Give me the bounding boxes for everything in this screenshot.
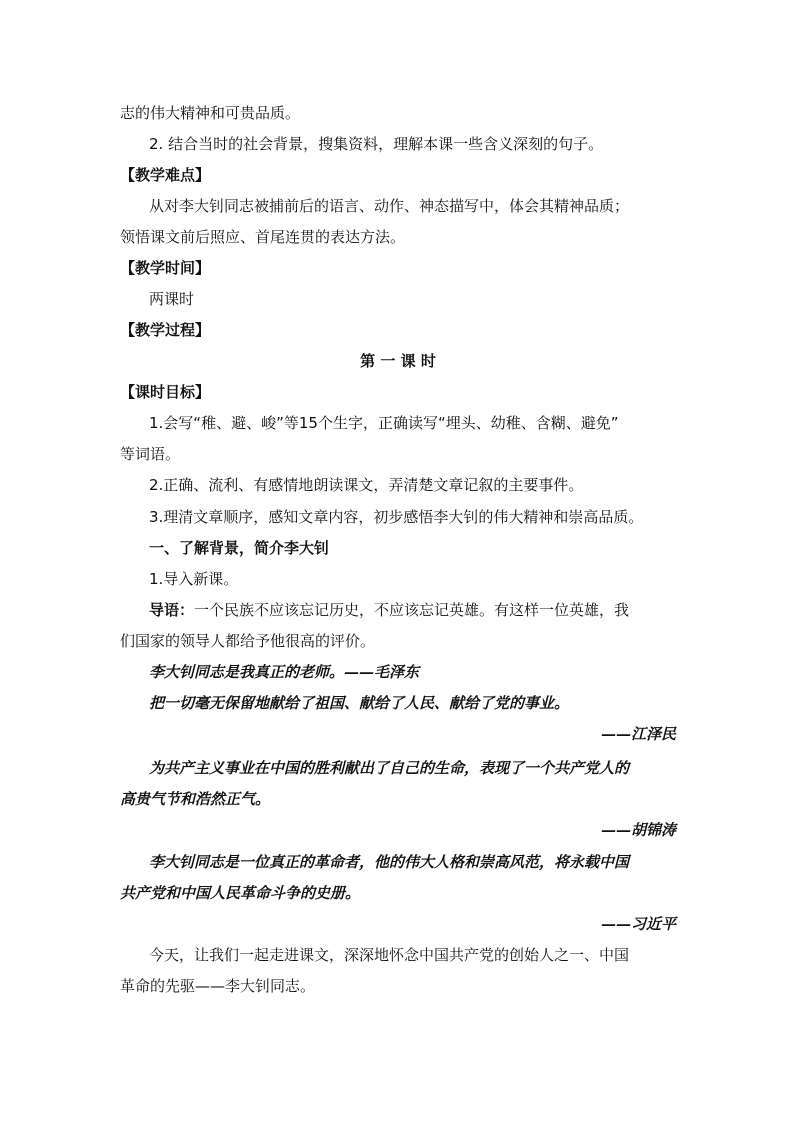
step-1: 1.导入新课。 [149, 570, 239, 588]
heading-process: 【教学过程】 [120, 321, 211, 339]
intro-line2: 们国家的领导人都给予他很高的评价。 [120, 632, 376, 650]
goal-1-line2: 等词语。 [120, 445, 181, 463]
lesson-title: 第 一 课 时 [360, 352, 436, 370]
closing-line2: 革命的先驱——李大钊同志。 [120, 977, 316, 995]
time-value: 两课时 [149, 290, 195, 308]
heading-difficulty: 【教学难点】 [120, 166, 211, 184]
quote-2: 把一切毫无保留地献给了祖国、献给了人民、献给了党的事业。 [149, 694, 570, 712]
objective-line1-end: 志的伟大精神和可贵品质。 [120, 104, 301, 122]
closing-line1: 今天，让我们一起走进课文，深深地怀念中国共产党的创始人之一、中国 [149, 946, 630, 964]
difficulty-line2: 领悟课文前后照应、首尾连贯的表达方法。 [120, 228, 406, 246]
goal-2: 2.正确、流利、有感情地朗读课文，弄清楚文章记叙的主要事件。 [149, 476, 584, 494]
intro-line1 [149, 600, 705, 620]
quote-2-author: ——江泽民 [600, 725, 676, 743]
intro-label: 导语： [149, 601, 195, 619]
section-1-title: 一、了解背景，简介李大钊 [149, 539, 330, 557]
intro-line1-rest: 一个民族不应该忘记历史，不应该忘记英雄。有这样一位英雄，我 [194, 601, 630, 619]
quote-3-line2: 高贵气节和浩然正气。 [120, 790, 271, 808]
quote-3-author: ——胡锦涛 [600, 821, 676, 839]
heading-time: 【教学时间】 [120, 259, 211, 277]
quote-1: 李大钊同志是我真正的老师。——毛泽东 [149, 663, 420, 681]
goal-1-line1: 1.会写“稚、避、峻”等15个生字，正确读写“埋头、幼稚、含糊、避免” [149, 414, 619, 432]
quote-3-line1: 为共产主义事业在中国的胜利献出了自己的生命，表现了一个共产党人的 [149, 759, 630, 777]
heading-goal: 【课时目标】 [120, 383, 211, 401]
quote-4-author: ——习近平 [600, 915, 676, 933]
quote-4-line1: 李大钊同志是一位真正的革命者，他的伟大人格和崇高风范，将永载中国 [149, 853, 630, 871]
quote-4-line2: 共产党和中国人民革命斗争的史册。 [120, 884, 361, 902]
difficulty-line1: 从对李大钊同志被捕前后的语言、动作、神态描写中，体会其精神品质； [149, 197, 630, 215]
goal-3: 3.理清文章顺序，感知文章内容，初步感悟李大钊的伟大精神和崇高品质。 [149, 508, 644, 526]
objective-2: 2. 结合当时的社会背景，搜集资料，理解本课一些含义深刻的句子。 [149, 135, 604, 153]
